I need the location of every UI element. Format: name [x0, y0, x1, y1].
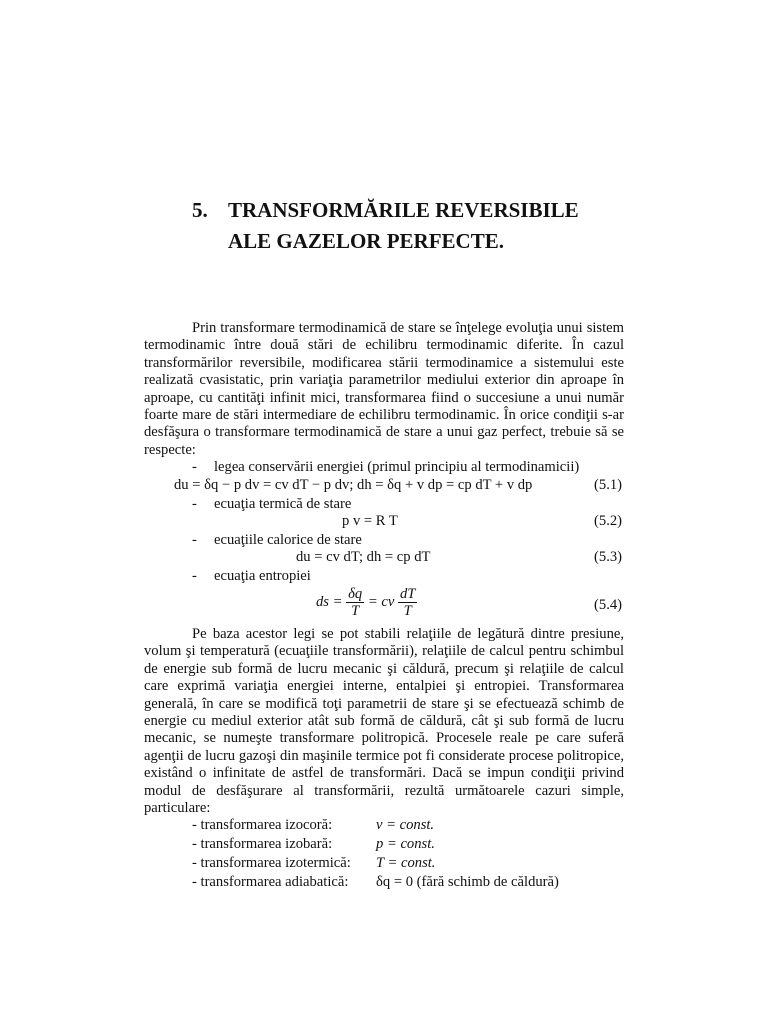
eq-lhs: ds = [316, 593, 343, 610]
equation-formula: du = cv dT; dh = cp dT [296, 549, 431, 566]
equation-5-3 [144, 549, 624, 568]
case-label: - transformarea izotermică: [192, 855, 351, 872]
list-dash: - [192, 459, 197, 476]
fraction-dT-T [398, 586, 417, 619]
case-label: - transformarea adiabatică: [192, 874, 349, 891]
case-value: T = const. [376, 855, 436, 872]
chapter-body [144, 320, 624, 893]
case-izotermica [144, 855, 624, 874]
chapter-title-part2: ALE GAZELOR PERFECTE. [228, 229, 504, 253]
law-label: ecuaţiile calorice de stare [214, 532, 362, 549]
equation-5-2 [144, 513, 624, 532]
list-dash: - [192, 532, 197, 549]
equation-number: (5.2) [594, 513, 622, 530]
equation-5-4 [144, 586, 624, 626]
law-item-entropy [144, 568, 624, 585]
chapter-heading [192, 195, 579, 257]
law-item-energy [144, 459, 624, 476]
case-label: - transformarea izocoră: [192, 817, 333, 834]
equation-number: (5.3) [594, 549, 622, 566]
law-label: ecuaţia termică de stare [214, 495, 352, 512]
intro-paragraph: Prin transformare termodinamică de stare se înţelege evoluţia unui sistem termodinamic între două stări de echilibru termodinamic diferite. În cazul transformărilor reversibile, modificarea stării termodinamice a sistemului este realizată cvasistatic, prin variaţia parametrilor mediului exterior din aproape în aproape, cu cantităţi infinit mici, transformarea fiind o succesiune a unui număr foarte mare de stări intermediare de echilibru termodinamic. În orice condiţii s-ar desfăşura o transformare termodinamică de stare a unui gaz perfect, trebuie să se respecte: [144, 320, 624, 458]
eq-mid: = cv [367, 593, 395, 610]
list-dash: - [192, 495, 197, 512]
law-item-caloric [144, 532, 624, 549]
fraction-numerator: dT [400, 585, 416, 602]
case-value: δq = 0 (fără schimb de căldură) [376, 874, 559, 891]
fraction-numerator: δq [348, 585, 363, 602]
equation-formula: du = δq − p dv = cv dT − p dv; dh = δq + v dp = cp dT + v dp [174, 476, 533, 493]
case-izocora [144, 817, 624, 836]
law-item-thermal [144, 496, 624, 513]
chapter-number: 5. [192, 198, 208, 222]
chapter-heading-line1 [192, 195, 579, 226]
fraction-dq-T [346, 586, 364, 619]
case-adiabatica [144, 874, 624, 893]
law-label: legea conservării energiei (primul principiu al termodinamicii) [214, 459, 580, 476]
chapter-title-part1: TRANSFORMĂRILE REVERSIBILE [228, 198, 579, 222]
equation-formula: p v = R T [342, 513, 398, 530]
equation-5-1 [144, 477, 624, 496]
case-izobara [144, 836, 624, 855]
equation-number: (5.4) [594, 596, 622, 613]
case-value: p = const. [376, 836, 435, 853]
fraction-denominator: T [403, 602, 412, 619]
fraction-denominator: T [351, 602, 360, 619]
list-dash: - [192, 568, 197, 585]
case-label: - transformarea izobară: [192, 836, 333, 853]
equation-number: (5.1) [594, 476, 622, 493]
case-value: v = const. [376, 817, 435, 834]
transformations-paragraph: Pe baza acestor legi se pot stabili relaţiile de legătură dintre presiune, volum şi temperatură (ecuaţiile transformării), relaţiile de calcul pentru schimbul de energie sub formă de lucru mecanic şi căldură, precum şi relaţiile de calcul care exprimă variaţia energiei interne, entalpiei şi entropiei. Transformarea generală, în care se modifică toţi parametrii de stare şi se efectuează schimb de energie cu mediul exterior atât sub formă de căldură, cât şi sub formă de lucru mecanic, se numeşte transformare politropică. Procesele reale pe care suferă agenţii de lucru gazoşi din maşinile termice pot fi considerate procese politropice, existând o infinitate de astfel de transformări. Dacă se impun condiţii privind modul de desfăşurare al transformării, rezultă următoarele cazuri simple, particulare: [144, 625, 624, 816]
law-label: ecuaţia entropiei [214, 568, 311, 585]
equation-formula [316, 586, 417, 619]
